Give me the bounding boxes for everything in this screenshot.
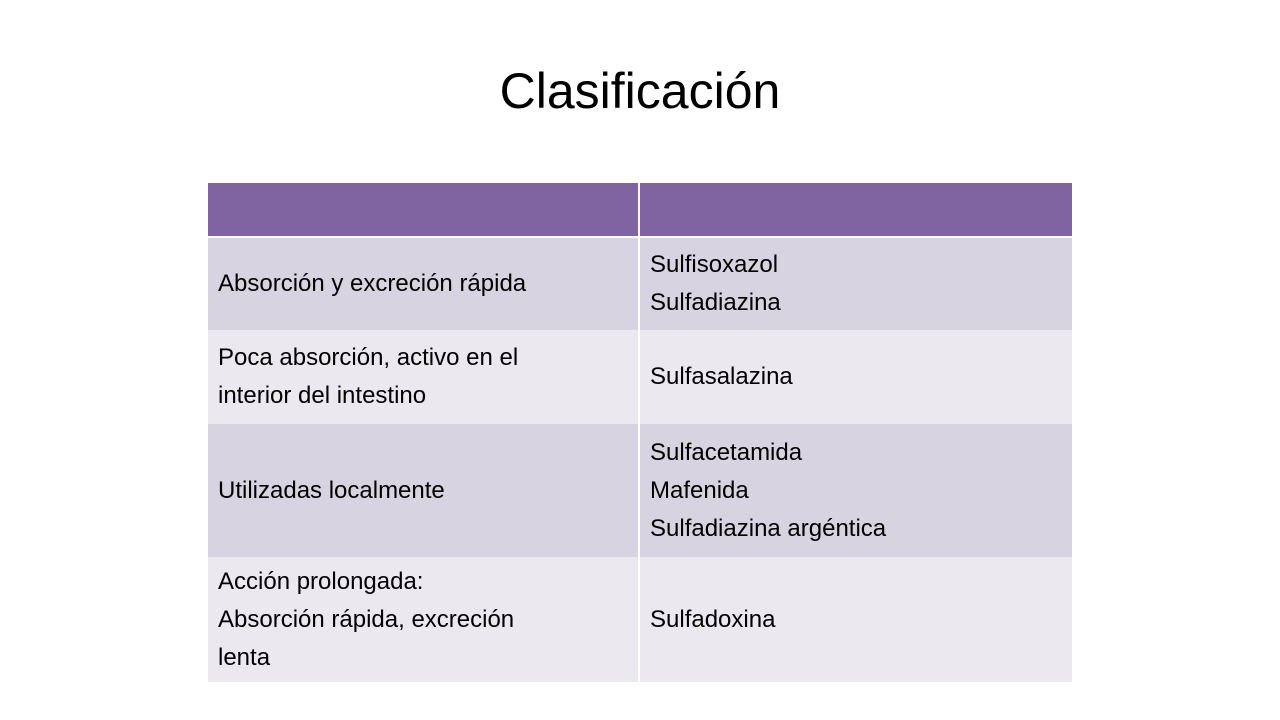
drug-line: Sulfadoxina <box>650 605 776 633</box>
category-line: Absorción y excreción rápida <box>218 270 527 297</box>
category-cell <box>208 557 639 682</box>
table-row <box>208 237 1072 330</box>
category-line: Acción prolongada: <box>218 567 424 595</box>
category-line: interior del intestino <box>218 382 427 409</box>
drugs-cell <box>639 237 1072 330</box>
category-cell <box>208 424 639 557</box>
category-line: Absorción rápida, excreción <box>218 605 515 633</box>
header-cell-category <box>208 183 639 237</box>
category-cell <box>208 330 639 424</box>
drug-line: Sulfisoxazol <box>650 251 779 278</box>
classification-table <box>208 183 1072 682</box>
table-header-row <box>208 183 1072 237</box>
drug-line: Sulfacetamida <box>650 438 803 466</box>
drugs-cell <box>639 424 1072 557</box>
slide-title: Clasificación <box>499 63 781 119</box>
drug-line: Mafenida <box>650 476 749 504</box>
category-line: lenta <box>218 643 271 671</box>
drugs-cell <box>639 330 1072 424</box>
table-row <box>208 557 1072 682</box>
table-row <box>208 424 1072 557</box>
category-line: Utilizadas localmente <box>218 476 445 504</box>
category-cell <box>208 237 639 330</box>
table-row <box>208 330 1072 424</box>
drug-line: Sulfadiazina <box>650 289 781 316</box>
drug-line: Sulfadiazina argéntica <box>650 514 887 542</box>
category-line: Poca absorción, activo en el <box>218 344 519 371</box>
header-cell-drugs <box>639 183 1072 237</box>
drugs-cell <box>639 557 1072 682</box>
drug-line: Sulfasalazina <box>650 363 793 390</box>
